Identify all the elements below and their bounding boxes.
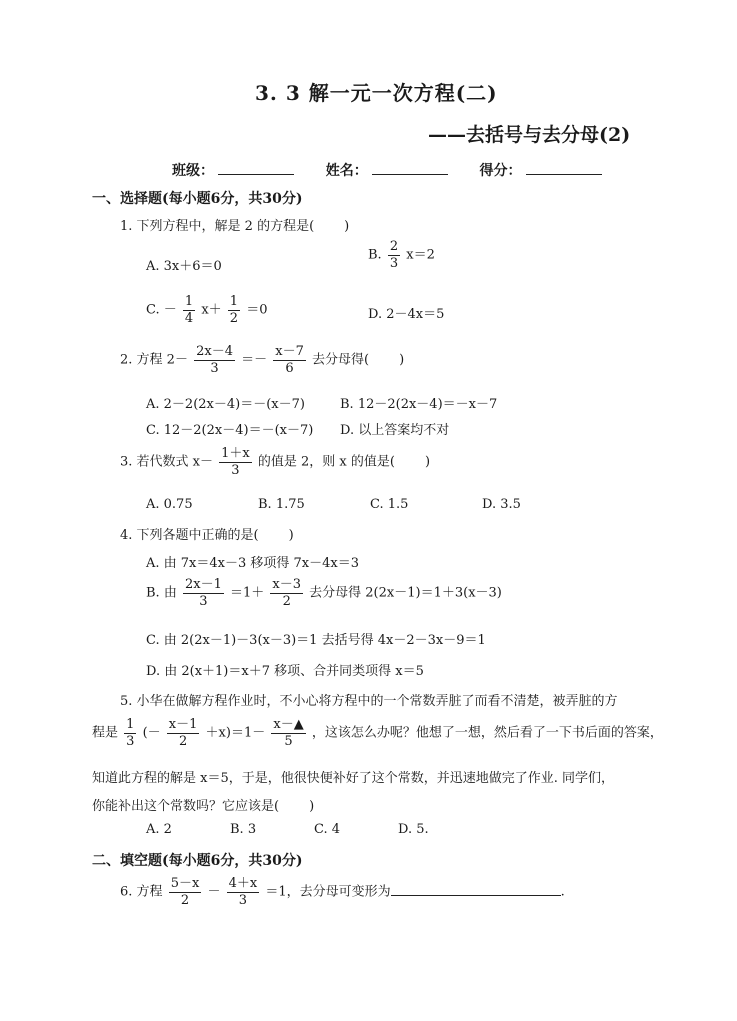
question-2-option-c: C. 12－2(2x－4)＝－(x－7) <box>146 423 314 438</box>
question-1-option-a: A. 3x＋6＝0 <box>146 259 222 274</box>
question-1-option-b: B. $\frac{2}{3}$ x＝2 <box>368 239 435 271</box>
question-5-line-3: 知道此方程的解是 x＝5，于是，他很快便补好了这个常数，并迅速地做完了作业. 同学们， <box>92 771 615 786</box>
info-row <box>172 160 602 180</box>
fraction: $\frac{x-1}{2}$ <box>168 717 198 749</box>
page-subtitle: ——去括号与去分母(2) <box>428 124 631 146</box>
fraction: $\frac{1+x}{3}$ <box>221 446 250 478</box>
class-label: 班级： <box>172 163 214 179</box>
question-3-option-d: D. 3.5 <box>482 497 521 512</box>
question-1-stem: 1. 下列方程中，解是 2 的方程是( ) <box>120 219 350 234</box>
page-title: 3. 3 解一元一次方程(二) <box>255 81 498 105</box>
question-4-stem: 4. 下列各题中正确的是( ) <box>120 528 294 543</box>
fraction: $\frac{2}{3}$ <box>389 239 399 271</box>
question-5-line-1: 5. 小华在做解方程作业时，不小心将方程中的一个常数弄脏了而看不清楚，被弄脏的方 <box>120 694 618 709</box>
fraction: $\frac{4+x}{3}$ <box>228 876 258 908</box>
question-4-option-d: D. 由 2(x＋1)＝x＋7 移项、合并同类项得 x＝5 <box>146 664 424 679</box>
class-blank[interactable] <box>218 160 294 175</box>
question-4-option-c: C. 由 2(2x－1)－3(x－3)＝1 去括号得 4x－2－3x－9＝1 <box>146 633 486 648</box>
question-5-line-4: 你能补出这个常数吗？它应该是( ) <box>92 799 315 814</box>
question-6-stem: 6. 方程 $\frac{5-x}{2}$ － $\frac{4+x}{3}$ ＝1，去分母可变形为 . <box>120 876 565 908</box>
question-3-option-c: C. 1.5 <box>370 497 409 512</box>
fraction: $\frac{x-7}{6}$ <box>275 344 304 376</box>
fraction: $\frac{1}{4}$ <box>184 294 194 326</box>
question-1-option-c: C. － $\frac{1}{4}$ x＋ $\frac{1}{2}$ ＝0 <box>146 294 268 326</box>
question-3-option-a: A. 0.75 <box>146 497 193 512</box>
fraction: $\frac{2x-1}{3}$ <box>184 577 222 609</box>
fraction: $\frac{2x-4}{3}$ <box>196 344 233 376</box>
score-blank[interactable] <box>526 160 602 175</box>
question-2-option-d: D. 以上答案均不对 <box>340 423 450 438</box>
question-5-option-b: B. 3 <box>230 822 257 837</box>
name-blank[interactable] <box>372 160 448 175</box>
question-5-option-a: A. 2 <box>146 822 172 837</box>
question-6-answer-blank[interactable] <box>391 882 561 896</box>
question-3-option-b: B. 1.75 <box>258 497 305 512</box>
fraction: $\frac{1}{2}$ <box>229 294 239 326</box>
question-1-option-d: D. 2－4x＝5 <box>368 307 445 322</box>
score-label: 得分： <box>479 163 522 179</box>
question-5-line-2: 程是 $\frac{1}{3}$ (－ $\frac{x-1}{2}$ ＋x)＝1－ $\frac{x-▲}{5}$ ，这该怎么办呢？他想了一想，然后看了一下书后面的答案， <box>92 717 663 749</box>
section-choice-heading: 一、选择题(每小题6分，共30分) <box>92 191 303 207</box>
question-5-option-c: C. 4 <box>314 822 341 837</box>
fraction: $\frac{x-▲}{5}$ <box>273 717 304 749</box>
fraction: $\frac{x-3}{2}$ <box>272 577 302 609</box>
fraction: $\frac{5-x}{2}$ <box>170 876 200 908</box>
name-label: 姓名： <box>325 163 368 179</box>
question-5-option-d: D. 5. <box>398 822 429 837</box>
question-2-option-a: A. 2－2(2x－4)＝－(x－7) <box>146 397 305 412</box>
question-2-stem: 2. 方程 2－ $\frac{2x-4}{3}$ ＝－ $\frac{x-7}{6}$ 去分母得( ) <box>120 344 405 376</box>
question-4-option-b: B. 由 $\frac{2x-1}{3}$ ＝1＋ $\frac{x-3}{2}$ 去分母得 2(2x－1)＝1＋3(x－3) <box>146 577 502 609</box>
section-fill-heading: 二、填空题(每小题6分，共30分) <box>92 853 303 869</box>
question-4-option-a: A. 由 7x＝4x－3 移项得 7x－4x＝3 <box>146 556 360 571</box>
question-2-option-b: B. 12－2(2x－4)＝－x－7 <box>340 397 498 412</box>
question-3-stem: 3. 若代数式 x－ $\frac{1+x}{3}$ 的值是 2，则 x 的值是( ) <box>120 446 431 478</box>
fraction: $\frac{1}{3}$ <box>126 717 135 749</box>
